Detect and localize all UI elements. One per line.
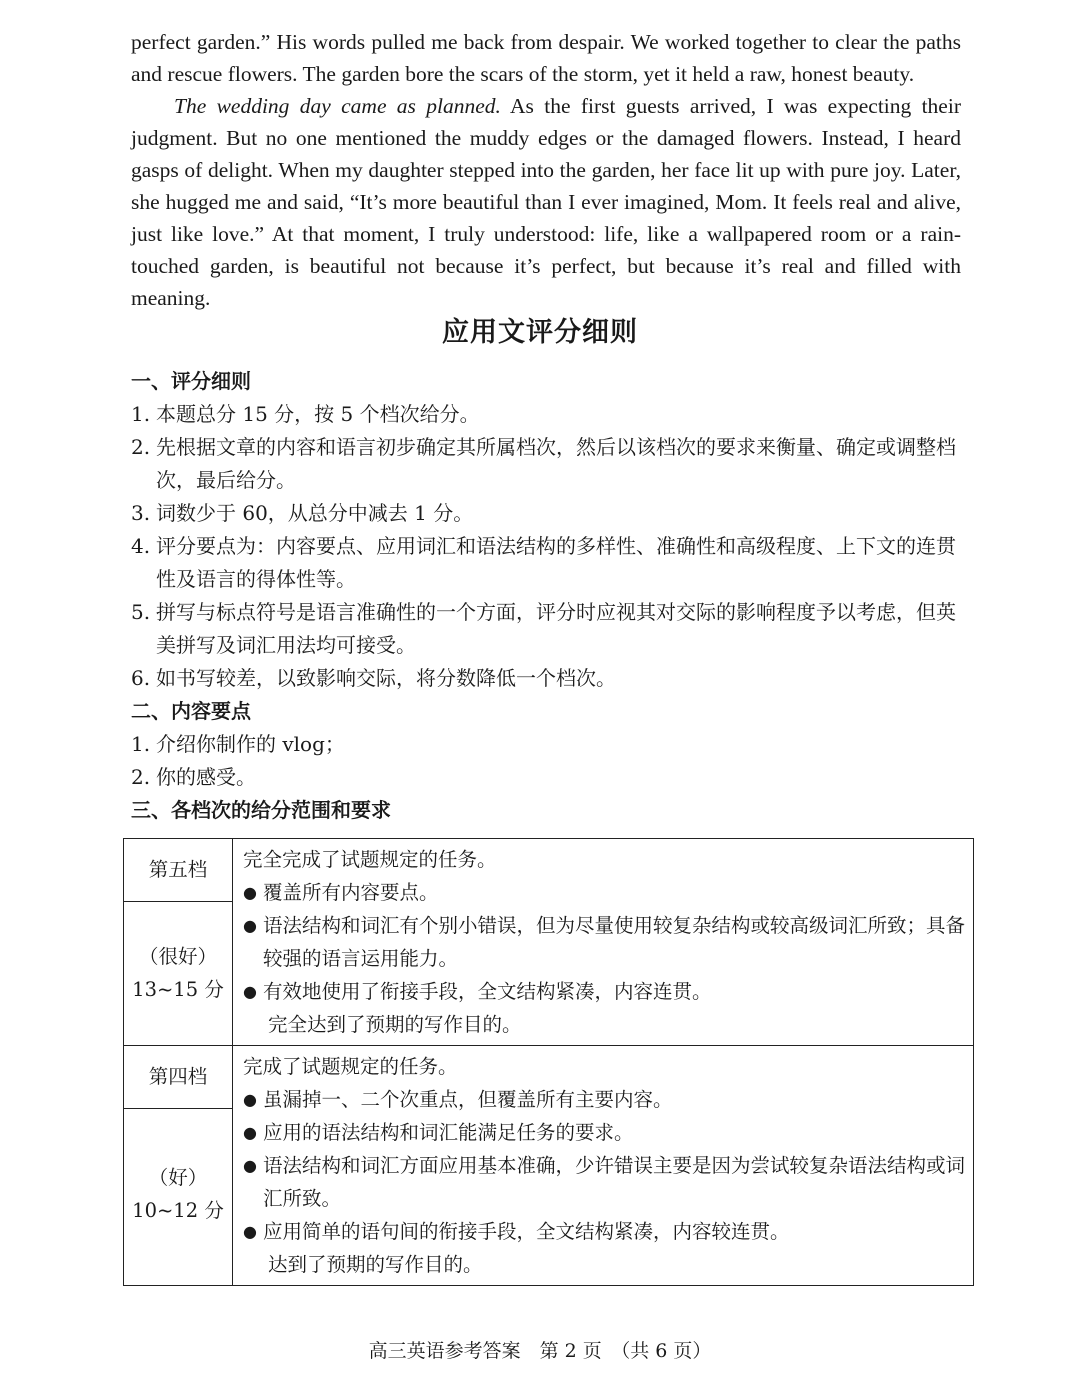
requirement-bullet: ● 应用的语法结构和词汇能满足任务的要求。 <box>243 1116 973 1149</box>
requirement-bullet: ● 有效地使用了衔接手段，全文结构紧凑，内容连贯。 <box>243 975 973 1008</box>
bullet-icon: ● <box>243 1222 257 1241</box>
bullet-icon: ● <box>243 1090 257 1109</box>
section-heading-3: 三、各档次的给分范围和要求 <box>131 798 391 822</box>
requirement-last: 完全达到了预期的写作目的。 <box>268 1013 522 1036</box>
section-heading-2: 二、内容要点 <box>131 699 251 723</box>
list-item: 2. 你的感受。 <box>131 765 256 789</box>
bullet-icon: ● <box>243 982 257 1001</box>
requirement-bullet: ● 语法结构和词汇有个别小错误，但为尽量使用较复杂结构或较高级词汇所致；具备较强的语言运用能力。 <box>243 909 973 975</box>
list-item: 6. 如书写较差，以致影响交际，将分数降低一个档次。 <box>131 666 616 690</box>
page-title: 应用文评分细则 <box>442 317 638 348</box>
list-item: 3. 词数少于 60，从总分中减去 1 分。 <box>131 501 474 525</box>
bullet-icon: ● <box>243 883 257 902</box>
story-italic-sentence: The wedding day came as planned. <box>174 94 501 118</box>
table-row <box>124 1046 974 1286</box>
table-row <box>124 839 974 1046</box>
requirement-bullet: ● 覆盖所有内容要点。 <box>243 876 973 909</box>
list-item: 4. 评分要点为：内容要点、应用词汇和语法结构的多样性、准确性和高级程度、上下文的连贯性及语言的得体性等。 <box>131 534 956 591</box>
story-passage <box>131 26 961 314</box>
level-name: 第五档 <box>124 839 232 902</box>
list-item: 1. 介绍你制作的 vlog； <box>131 732 345 756</box>
story-paragraph-2-rest: As the first guests arrived, I was expecting their judgment. But no one mentioned the muddy edges or the damaged flowers. Instead, I heard gasps of delight. When my daughter stepped into the garden, her face lit up with pure joy. Later, she hugged me and said, “It’s more beautiful than I ever imagined, Mom. It feels real and alive, just like love.” At that moment, I truly understood: life, like a wallpapered room or a rain-touched garden, is beautiful not because it’s perfect, but because it’s real and filled with meaning. <box>131 94 961 310</box>
level-name: 第四档 <box>124 1046 232 1109</box>
list-item: 5. 拼写与标点符号是语言准确性的一个方面，评分时应视其对交际的影响程度予以考虑，但英美拼写及词汇用法均可接受。 <box>131 600 956 657</box>
level-quality: （很好） <box>138 945 217 968</box>
requirement-first: 完全完成了试题规定的任务。 <box>243 848 497 871</box>
bullet-icon: ● <box>243 1156 257 1175</box>
requirement-bullet: ● 应用简单的语句间的衔接手段，全文结构紧凑，内容较连贯。 <box>243 1215 973 1248</box>
level-score: 13~15 分 <box>132 978 224 1001</box>
list-item: 2. 先根据文章的内容和语言初步确定其所属档次，然后以该档次的要求来衡量、确定或调整档次，最后给分。 <box>131 435 956 492</box>
requirement-bullet: ● 虽漏掉一、二个次重点，但覆盖所有主要内容。 <box>243 1083 973 1116</box>
requirement-first: 完成了试题规定的任务。 <box>243 1055 458 1078</box>
level-cell <box>124 839 233 1046</box>
story-paragraph-2 <box>131 90 961 314</box>
scoring-rules <box>131 365 969 827</box>
level-quality: （好） <box>148 1166 208 1189</box>
list-item: 1. 本题总分 15 分，按 5 个档次给分。 <box>131 402 480 426</box>
requirement-last: 达到了预期的写作目的。 <box>268 1253 483 1276</box>
bullet-icon: ● <box>243 1123 257 1142</box>
grade-table <box>123 838 974 1286</box>
page-footer: 高三英语参考答案 第 2 页 （共 6 页） <box>368 1340 712 1362</box>
section-heading-1: 一、评分细则 <box>131 369 251 393</box>
requirements-cell <box>233 1046 974 1286</box>
story-paragraph-1: perfect garden.” His words pulled me back from despair. We worked together to clear the paths and rescue flowers. The garden bore the scars of the storm, yet it held a raw, honest beauty. <box>131 30 961 86</box>
level-cell <box>124 1046 233 1286</box>
level-score: 10~12 分 <box>132 1199 224 1222</box>
requirement-bullet: ● 语法结构和词汇方面应用基本准确，少许错误主要是因为尝试较复杂语法结构或词汇所致。 <box>243 1149 973 1215</box>
bullet-icon: ● <box>243 916 257 935</box>
requirements-cell <box>233 839 974 1046</box>
